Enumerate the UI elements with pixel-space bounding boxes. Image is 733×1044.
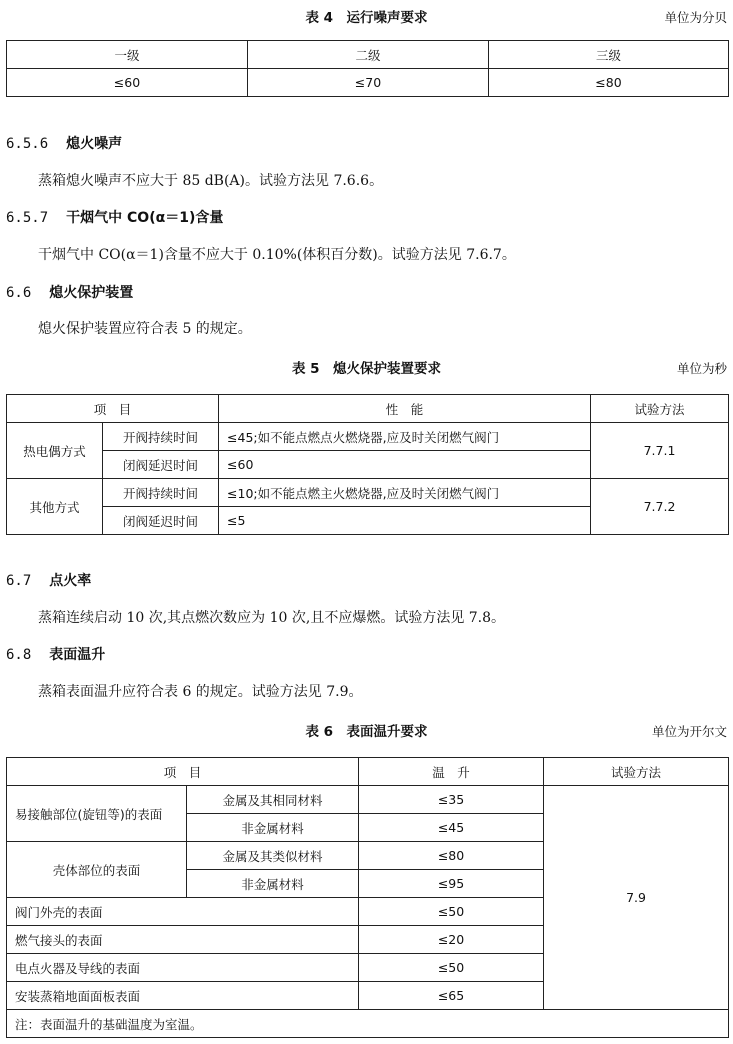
table6-material: 金属及其类似材料 <box>187 842 359 870</box>
table6-caption: 表 6 表面温升要求 <box>305 724 428 740</box>
table6-group-name: 壳体部位的表面 <box>7 842 187 898</box>
table6-header-item: 项 目 <box>7 758 359 786</box>
section-number: 6.7 <box>6 573 32 589</box>
table6-temp-value: ≤20 <box>359 926 544 954</box>
table6-temp-value: ≤35 <box>359 786 544 814</box>
section-6-5-6-heading <box>6 133 122 153</box>
table5-method: 7.7.2 <box>591 479 729 535</box>
section-6-5-7-heading <box>6 207 223 227</box>
table4 <box>6 40 729 97</box>
section-title: 熄火保护装置 <box>49 285 134 301</box>
table6-temp-value: ≤65 <box>359 982 544 1010</box>
table5-header-item: 项 目 <box>7 395 219 423</box>
table6-single-item: 电点火器及导线的表面 <box>7 954 359 982</box>
table5-item: 开阀持续时间 <box>103 479 219 507</box>
section-number: 6.8 <box>6 647 32 663</box>
table5-performance: ≤10;如不能点燃主火燃烧器,应及时关闭燃气阀门 <box>219 479 591 507</box>
table6-note: 注：表面温升的基础温度为室温。 <box>7 1010 729 1038</box>
section-title: 熄火噪声 <box>66 136 123 152</box>
section-number: 6.5.7 <box>6 210 49 226</box>
section-6-7-heading <box>6 570 91 590</box>
table6-temp-value: ≤50 <box>359 954 544 982</box>
table6-single-item: 阀门外壳的表面 <box>7 898 359 926</box>
table5-caption: 表 5 熄火保护装置要求 <box>291 361 442 377</box>
table6-single-item: 燃气接头的表面 <box>7 926 359 954</box>
table5-performance: ≤5 <box>219 507 591 535</box>
table5 <box>6 394 729 535</box>
table5-performance: ≤60 <box>219 451 591 479</box>
table6-material: 非金属材料 <box>187 870 359 898</box>
section-number: 6.5.6 <box>6 136 49 152</box>
table4-header-grade3: 三级 <box>489 41 729 69</box>
table6-method: 7.9 <box>544 786 729 1010</box>
section-title: 点火率 <box>49 573 92 589</box>
table5-unit: 单位为秒 <box>676 361 727 376</box>
table4-value-grade3: ≤80 <box>489 69 729 97</box>
table5-item: 闭阀延迟时间 <box>103 507 219 535</box>
table4-header-grade2: 二级 <box>248 41 489 69</box>
table5-group-name: 热电偶方式 <box>7 423 103 479</box>
table6-temp-value: ≤95 <box>359 870 544 898</box>
table6 <box>6 757 729 1038</box>
table6-unit: 单位为开尔文 <box>651 724 727 739</box>
section-6-5-6-text: 蒸箱熄火噪声不应大于 85 dB(A)。试验方法见 7.6.6。 <box>38 173 384 189</box>
table6-temp-value: ≤80 <box>359 842 544 870</box>
table5-group-name: 其他方式 <box>7 479 103 535</box>
table6-header-temp: 温 升 <box>359 758 544 786</box>
table4-value-grade1: ≤60 <box>7 69 248 97</box>
section-number: 6.6 <box>6 285 32 301</box>
section-6-6-heading <box>6 282 133 302</box>
table5-header-performance: 性 能 <box>219 395 591 423</box>
table4-caption: 表 4 运行噪声要求 <box>305 10 428 26</box>
table4-header-grade1: 一级 <box>7 41 248 69</box>
table6-material: 非金属材料 <box>187 814 359 842</box>
table6-material: 金属及其相同材料 <box>187 786 359 814</box>
section-6-8-text: 蒸箱表面温升应符合表 6 的规定。试验方法见 7.9。 <box>38 684 363 700</box>
table4-value-grade2: ≤70 <box>248 69 489 97</box>
section-6-5-7-text: 干烟气中 CO(α＝1)含量不应大于 0.10%(体积百分数)。试验方法见 7.6.7。 <box>38 247 516 263</box>
table6-single-item: 安装蒸箱地面面板表面 <box>7 982 359 1010</box>
section-title: 干烟气中 CO(α＝1)含量 <box>66 210 224 226</box>
table5-method: 7.7.1 <box>591 423 729 479</box>
section-title: 表面温升 <box>49 647 106 663</box>
table5-item: 开阀持续时间 <box>103 423 219 451</box>
section-6-8-heading <box>6 644 105 664</box>
table6-temp-value: ≤50 <box>359 898 544 926</box>
table5-performance: ≤45;如不能点燃点火燃烧器,应及时关闭燃气阀门 <box>219 423 591 451</box>
section-6-6-text: 熄火保护装置应符合表 5 的规定。 <box>38 321 252 337</box>
table6-header-method: 试验方法 <box>544 758 729 786</box>
table6-group-name: 易接触部位(旋钮等)的表面 <box>7 786 187 842</box>
table5-header-method: 试验方法 <box>591 395 729 423</box>
section-6-7-text: 蒸箱连续启动 10 次,其点燃次数应为 10 次,且不应爆燃。试验方法见 7.8。 <box>38 610 506 626</box>
table5-item: 闭阀延迟时间 <box>103 451 219 479</box>
table6-temp-value: ≤45 <box>359 814 544 842</box>
table4-unit: 单位为分贝 <box>664 10 727 25</box>
